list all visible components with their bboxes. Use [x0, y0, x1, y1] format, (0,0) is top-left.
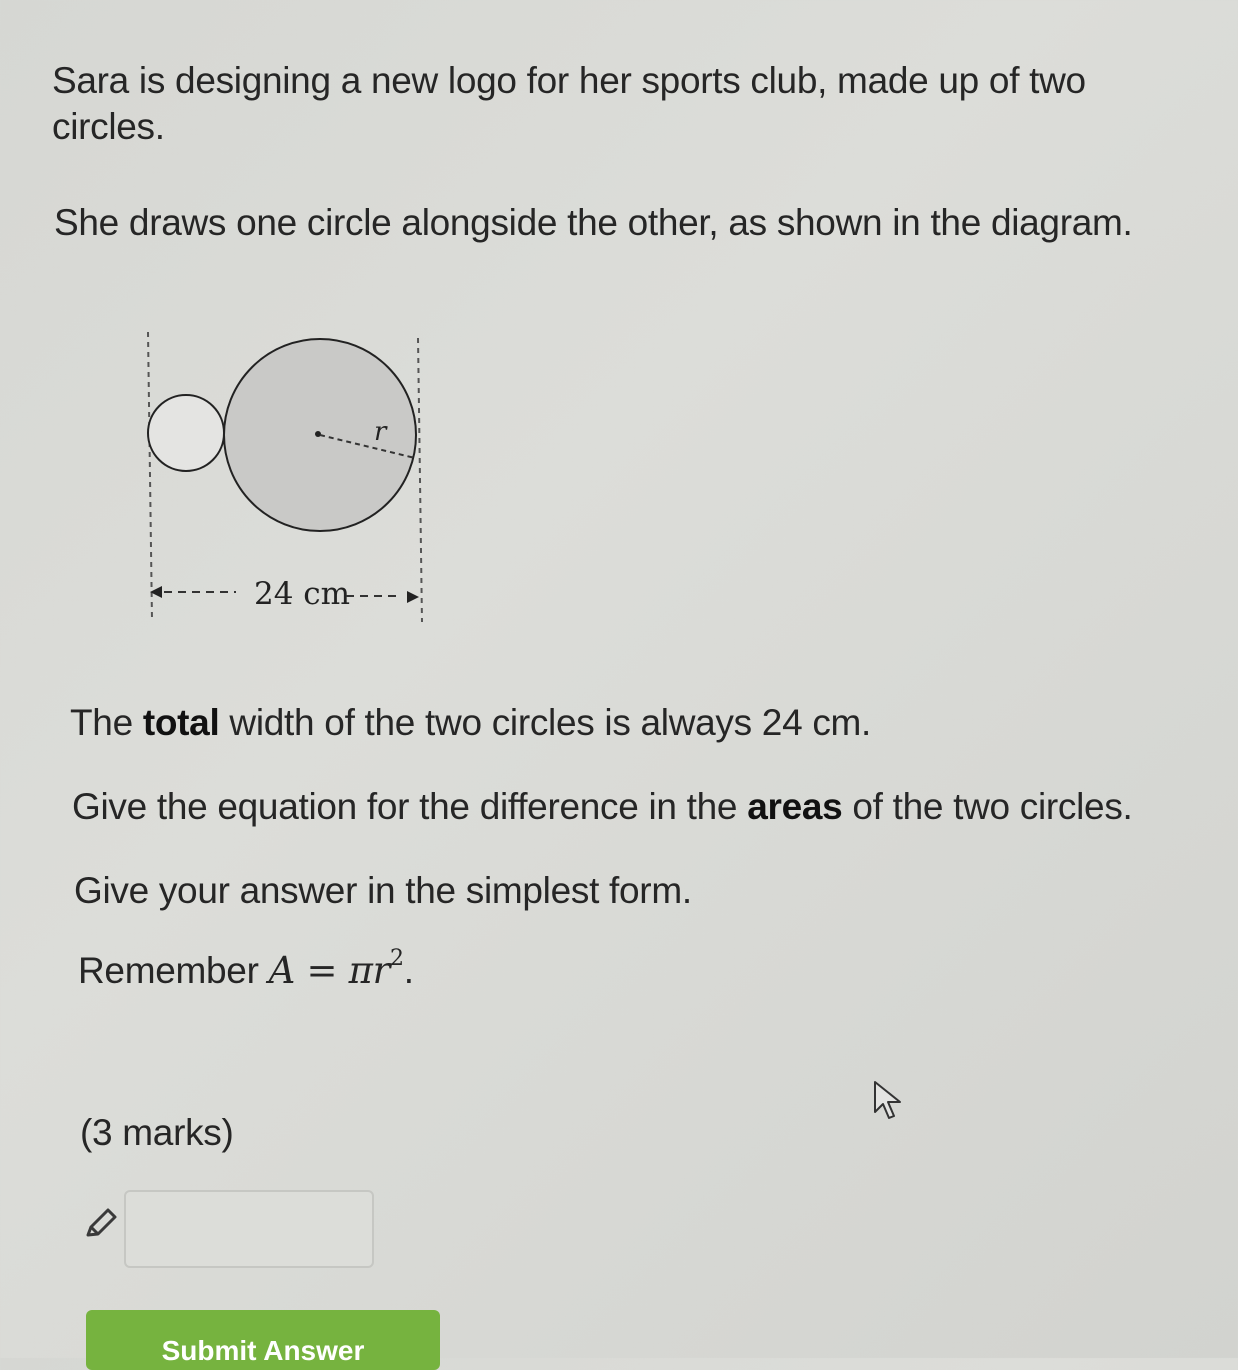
- question-remember-formula: [78, 948, 1178, 994]
- mouse-cursor-icon: [872, 1080, 906, 1124]
- two-circles-diagram: [130, 320, 440, 630]
- formula-exponent: 2: [390, 946, 404, 971]
- left-boundary-line: [148, 332, 152, 620]
- give-prefix: Give the equation for the difference in the: [72, 786, 748, 827]
- remember-prefix: Remember: [78, 950, 269, 991]
- marks-label: (3 marks): [80, 1112, 234, 1153]
- pencil-icon: [80, 1204, 120, 1244]
- remember-suffix: .: [403, 950, 414, 991]
- total-suffix: width of the two circles is always 24 cm.: [219, 702, 872, 743]
- question-intro: Sara is designing a new logo for her sports club, made up of two circles.: [52, 60, 1086, 147]
- total-bold: total: [142, 702, 220, 743]
- submit-answer-button[interactable]: Submit Answer: [86, 1310, 440, 1370]
- give-bold: areas: [747, 786, 843, 827]
- formula-lhs: A: [268, 949, 295, 992]
- right-arrowhead: [407, 591, 419, 603]
- question-diagram-intro: She draws one circle alongside the other, as shown in the diagram.: [54, 202, 1133, 243]
- give-suffix: of the two circles.: [842, 786, 1133, 827]
- formula-equals: =: [295, 949, 349, 992]
- right-boundary-line: [418, 338, 422, 622]
- question-total-width: [70, 700, 1170, 746]
- radius-label: r: [374, 417, 387, 447]
- question-simplest-form: Give your answer in the simplest form.: [74, 870, 692, 911]
- formula-r: r: [372, 949, 391, 992]
- answer-input[interactable]: [124, 1190, 374, 1268]
- formula-pi: π: [348, 949, 373, 992]
- small-circle: [148, 395, 224, 471]
- question-instruction: [72, 784, 1212, 830]
- area-formula: [268, 946, 404, 992]
- width-label: 24 cm: [254, 576, 351, 612]
- total-prefix: The: [70, 702, 143, 743]
- large-circle-centre: [315, 431, 321, 437]
